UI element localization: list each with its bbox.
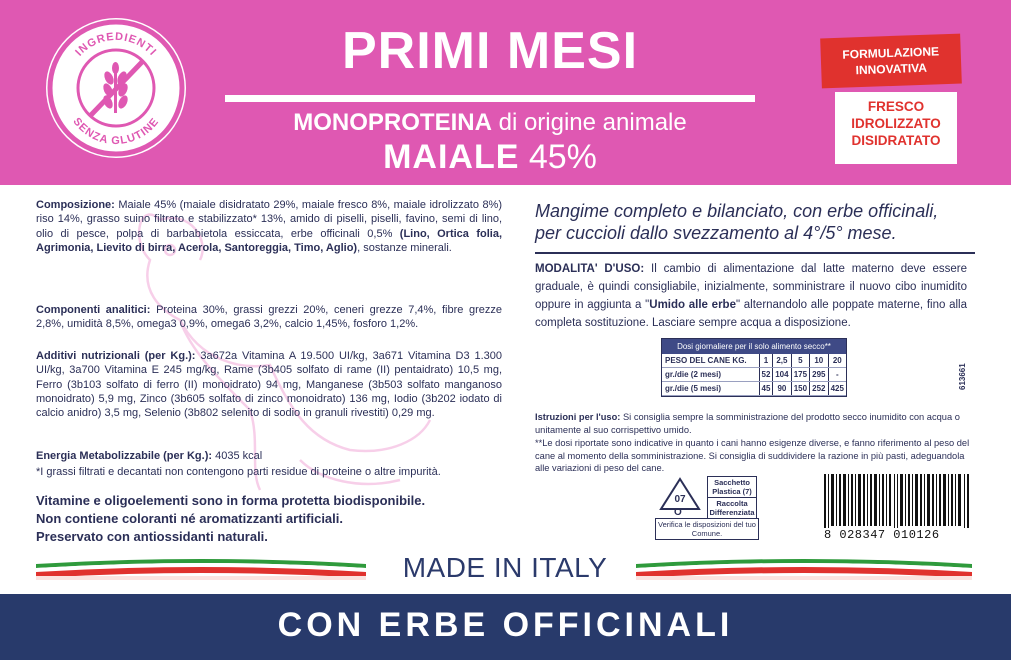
energy-value: 4035 kcal [215,450,263,462]
analytic-section [36,303,502,332]
energy-section [36,449,502,463]
usage-section: MODALITA' D'USO: Il cambio di alimentazione dal latte materno deve essere graduale, è quindi consigliabile, inizialmente, somministrare il nuovo cibo inumidito oppure in aggiunta a "Umido alle erbe" alternandolo alle poppate materne, fino alla completa sostituzione. Lasciare sempre acqua a disposizione. [535,263,967,329]
product-description: Mangime completo e bilanciato, con erbe officinali, per cuccioli dallo svezzamento al 4°/5° mese. [535,201,939,243]
svg-text:INGREDIENTI [73,31,159,59]
product-title: PRIMI MESI [341,22,639,80]
table-row: gr./die (2 mesi) 52 104 175 295 - [662,368,846,382]
lot-code: 613661 [958,363,967,390]
additives-label: Additivi nutrizionali (per Kg.): [36,350,196,362]
composition-end: , sostanze minerali. [357,241,452,254]
dose-footnote: **Le dosi riportate sono indicative in quanto i cani hanno esigenze diverse, e fanno riferimento al peso del cane al momento della somministrazione. Si consiglia di suddividere la razione in più pasti, adeguandola alle variazioni di peso del cane. [535,438,970,473]
composition-text: Maiale 45% (maiale disidratato 29%, maiale fresco 8%, maiale idrolizzato 8%) riso 14%, grasso suino filtrato e stabilizzato* 13%, amido di piselli, piselli, favino, semi di lino, olio di pesce, polpa di barbabietola essiccata, erbe officinali 0,5% [36,199,503,240]
claims-block [36,492,502,546]
gluten-free-badge [46,18,186,158]
claim-antioxidants: Preservato con antiossidanti naturali. [36,529,268,544]
made-in-italy: MADE IN ITALY [402,552,608,583]
badge-bottom-text: SENZA GLUTINE [70,115,162,148]
barcode-number: 8 028347 010126 [822,528,972,542]
formula-badge: FORMULAZIONE INNOVATIVA [820,34,962,89]
analytic-label: Componenti analitici: [36,304,151,316]
fresh-box: FRESCO IDROLIZZATO DISIDRATATO [835,92,957,164]
composition-herbs: (Lino, Ortica folia, Agrimonia, Lievito di birra, Acerola, Santoreggia, Timo, Aglio) [36,227,502,254]
recycling-info [655,476,759,542]
italian-flag-stripe-right [636,558,972,580]
analytic-text: Proteina 30%, grassi grezzi 20%, ceneri grezze 7,4%, fibre grezze 2,8%, umidità 8,5%, omega3 0,9%, omega6 3,2%, calcio 1,45%, fosforo 1,2%. [36,304,503,331]
footer-slogan: CON ERBE OFFICINALI [277,606,734,644]
recycle-letter: O [674,507,682,518]
dose-table [661,338,847,397]
recycle-verify: Verifica le disposizioni del tuo Comune. [655,518,759,540]
badge-top-text: INGREDIENTI [73,30,159,59]
composition-section [36,198,502,255]
table-row: PESO DEL CANE KG. 1 2,5 5 10 20 [662,354,846,368]
protein-line: MAIALE 45% [383,138,597,176]
table-row: gr./die (5 mesi) 45 90 150 252 425 [662,382,846,396]
claim-vitamins: Vitamine e oligoelementi sono in forma protetta biodisponibile. [36,493,426,508]
svg-text:SENZA GLUTINE [70,116,161,147]
dose-table-header: Dosi giornaliere per il solo alimento secco** [662,339,846,354]
instructions: Istruzioni per l'uso: Si consiglia sempre la somministrazione del prodotto secco inumidito con acqua o unitamente al suo corrispettivo umido. [535,412,960,435]
energy-label: Energia Metabolizzabile (per Kg.): [36,450,213,462]
composition-label: Composizione: [36,199,115,211]
title-divider [225,95,755,102]
fat-note: *I grassi filtrati e decantati non contengono parti residue di proteine o altre impurità. [36,466,441,478]
claim-no-colorants: Non contiene coloranti né aromatizzanti artificiali. [36,511,343,526]
recycle-table: Sacchetto Plastica (7) Raccolta Differenziata [707,476,757,519]
svg-text:07: 07 [674,494,686,505]
usage-label: MODALITA' D'USO: [535,263,645,275]
additives-text: 3a672a Vitamina A 19.500 UI/kg, 3a671 Vitamina D3 1.300 UI/kg, 3a700 Vitamina E 245 mg/kg, Rame (3b405 solfato di rame (II) pentaidrato) 10,5 mg, Ferro (3b103 solfato di ferro (II) monoidrato) 94 mg, Manganese (3b503 solfato manganoso monoidrato) 5,9 mg, Zinco (3b605 solfato di zinco monoidrato) 136 mg, Iodio (3b202 iodato di calcio anidro) 3,5 mg, Selenio (3b802 selenito di sodio in granuli rivestiti) 0,29 mg. [36,350,502,420]
description-divider [535,252,975,254]
gluten-free-icon [46,18,186,158]
additives-section [36,349,502,420]
monoprotein-line: MONOPROTEINA di origine animale [293,109,687,136]
instructions-label: Istruzioni per l'uso: [535,412,621,422]
italian-flag-stripe-left [36,558,366,580]
